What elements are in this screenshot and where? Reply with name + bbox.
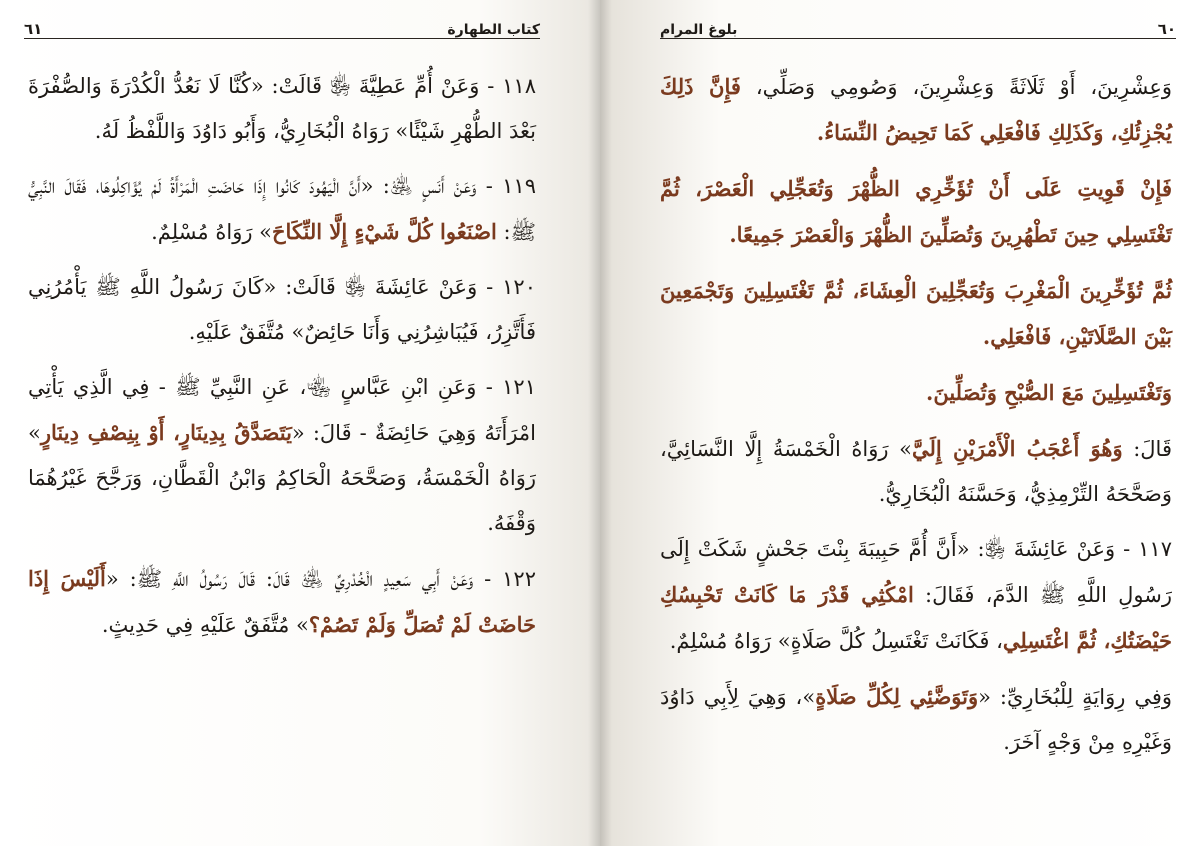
- hadith-119: [28, 164, 536, 255]
- left-page-header: [24, 12, 540, 39]
- text-run: قَالَ:: [1122, 437, 1172, 461]
- text-run: ١٢١ - وَعَنِ ابْنِ عَبَّاسٍ ﵄، عَنِ النَّبِيِّ ﷺ - فِي الَّذِي يَأْتِي امْرَأَتَهُ وَهِيَ حَائِضَةٌ - قَالَ: «: [28, 375, 536, 445]
- paragraph-instruction-1: [660, 166, 1172, 258]
- highlighted-text: وَهُوَ أَعْجَبُ الْأَمْرَيْنِ إِلَيَّ: [912, 436, 1123, 461]
- text-run: » رَوَاهُ مُسْلِمٌ.: [151, 220, 272, 244]
- text-run: ١١٩ - وَعَنْ أَنَسٍ ﵁: «أَنَّ الْيَهُودَ كَانُوا إِذَا حَاضَتِ الْمَرْأَةُ لَمْ يُؤَاكِلُوهَا، فَقَالَ النَّبِيُّ ﷺ:: [28, 174, 536, 244]
- text-run: ١٢٠ - وَعَنْ عَائِشَةَ ﵂ قَالَتْ: «كَانَ رَسُولُ اللَّهِ ﷺ يَأْمُرُنِي فَأَتَّزِرُ، فَيُبَاشِرُنِي وَأَنَا حَائِضٌ» مُتَّفَقٌ عَلَيْهِ.: [28, 275, 536, 344]
- text-run: ١١٧ - وَعَنْ عَائِشَةَ ﵂: «أَنَّ أُمَّ حَبِيبَةَ بِنْتَ جَحْشٍ شَكَتْ إِلَى رَسُولِ اللَّهِ ﷺ الدَّمَ، فَقَالَ:: [660, 537, 1172, 607]
- text-run: ١٢٢ - وَعَنْ أَبِي سَعِيدٍ الْخُدْرِيِّ ﵁ قَالَ: قَالَ رَسُولُ اللَّهِ ﷺ: «: [105, 567, 536, 591]
- right-page: [600, 0, 1200, 846]
- paragraph-riwaya: [660, 674, 1172, 765]
- right-page-number: ٦٠: [1157, 20, 1176, 38]
- paragraph-instruction-3: [660, 370, 1172, 416]
- right-page-header: [660, 12, 1176, 39]
- text-run: ، فَكَانَتْ تَغْتَسِلُ كُلَّ صَلَاةٍ» رَوَاهُ مُسْلِمٌ.: [669, 629, 1003, 653]
- highlighted-text: فَإِنْ قَوِيتِ عَلَى أَنْ تُؤَخِّرِي الظُّهْرَ وَتُعَجِّلِي الْعَصْرَ، ثُمَّ تَغْتَسِلِي حِينَ تَطْهُرِينَ وَتُصَلِّينَ الظُّهْرَ وَالْعَصْرَ جَمِيعًا.: [660, 176, 1172, 247]
- left-page-number: ٦١: [24, 20, 43, 38]
- highlighted-text: يَتَصَدَّقُ بِدِينَارٍ، أَوْ بِنِصْفِ دِينَارٍ: [40, 420, 292, 445]
- left-header-title: كتاب الطهارة: [447, 22, 540, 38]
- paragraph-narration: [660, 426, 1172, 517]
- highlighted-text: فَإِنَّ ذَلِكَ يُجْزِئُكِ، وَكَذَلِكِ فَافْعَلِي كَمَا تَحِيضُ النِّسَاءُ.: [660, 74, 1172, 145]
- highlighted-text: وَتَوَضَّئِي لِكُلِّ صَلَاةٍ: [815, 684, 979, 709]
- text-run: ١١٨ - وَعَنْ أُمِّ عَطِيَّةَ ﵂ قَالَتْ: «كُنَّا لَا نَعُدُّ الْكُدْرَةَ وَالصُّفْرَةَ بَعْدَ الطُّهْرِ شَيْئًا» رَوَاهُ الْبُخَارِيُّ، وَأَبُو دَاوُدَ وَاللَّفْظُ لَهُ.: [28, 74, 536, 143]
- hadith-122: [28, 556, 536, 648]
- highlighted-text: ثُمَّ تُؤَخِّرِينَ الْمَغْرِبَ وَتُعَجِّلِينَ الْعِشَاءَ، ثُمَّ تَغْتَسِلِينَ وَتَجْمَعِينَ بَيْنَ الصَّلَاتَيْنِ، فَافْعَلِي.: [660, 278, 1172, 349]
- text-run: » مُتَّفَقٌ عَلَيْهِ فِي حَدِيثٍ.: [101, 613, 309, 637]
- text-run: » رَوَاهُ الْخَمْسَةُ إِلَّا النَّسَائِيَّ، وَصَحَّحَهُ التِّرْمِذِيُّ، وَحَسَّنَهُ الْبُخَارِيُّ.: [660, 437, 1172, 506]
- hadith-118: [28, 64, 536, 154]
- paragraph-continuation: [660, 64, 1172, 156]
- highlighted-text: أَلَيْسَ إِذَا حَاضَتْ لَمْ تُصَلِّ وَلَمْ تَصُمْ؟: [28, 566, 536, 637]
- highlighted-text: اصْنَعُوا كُلَّ شَيْءٍ إِلَّا النِّكَاحَ: [272, 219, 497, 244]
- text-run: وَفِي رِوَايَةٍ لِلْبُخَارِيِّ: «: [978, 685, 1172, 709]
- left-page-body: [28, 64, 536, 648]
- text-run: »، وَهِيَ لِأَبِي دَاوُدَ وَغَيْرِهِ مِنْ وَجْهٍ آخَرَ.: [660, 685, 1172, 754]
- hadith-121: [28, 365, 536, 546]
- hadith-120: [28, 265, 536, 355]
- paragraph-instruction-2: [660, 268, 1172, 360]
- text-run: » رَوَاهُ الْخَمْسَةُ، وَصَحَّحَهُ الْحَاكِمُ وَابْنُ الْقَطَّانِ، وَرَجَّحَ غَيْرُهُمَا وَقْفَهُ.: [28, 421, 536, 535]
- highlighted-text: وَتَغْتَسِلِينَ مَعَ الصُّبْحِ وَتُصَلِّينَ.: [926, 380, 1172, 405]
- right-header-title: بلوغ المرام: [660, 22, 738, 38]
- right-page-body: [660, 64, 1172, 765]
- text-run: وَعِشْرِينَ، أَوْ ثَلَاثَةً وَعِشْرِينَ، وَصُومِي وَصَلِّي،: [740, 75, 1172, 99]
- highlighted-text: امْكُثِي قَدْرَ مَا كَانَتْ تَحْبِسُكِ حَيْضَتُكِ، ثُمَّ اغْتَسِلِي: [660, 582, 1172, 653]
- hadith-117: [660, 527, 1172, 664]
